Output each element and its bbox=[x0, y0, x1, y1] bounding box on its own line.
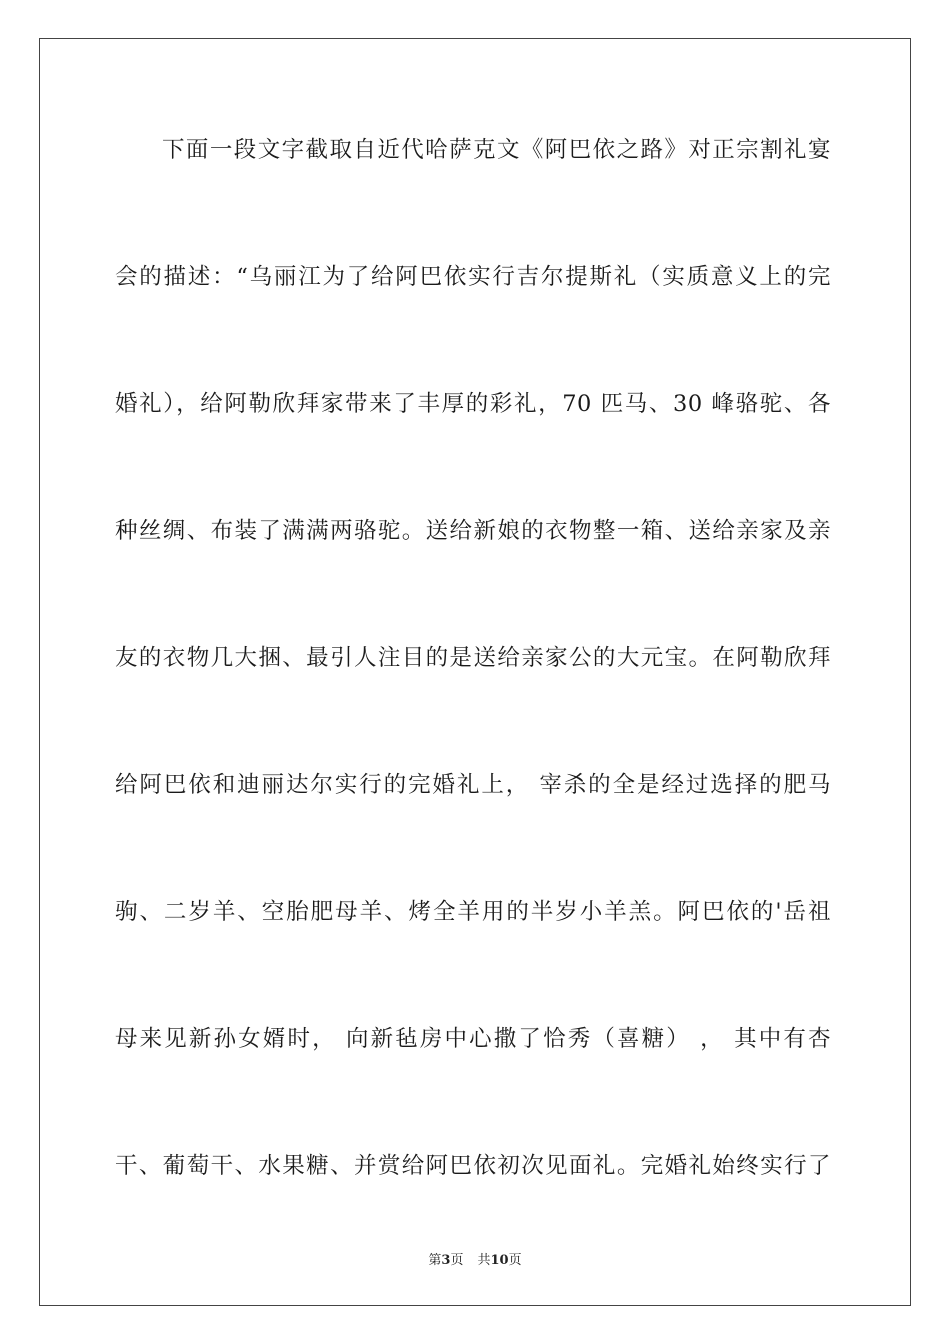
body-paragraph bbox=[115, 125, 831, 1268]
page-suffix: 页 bbox=[450, 1253, 464, 1268]
total-page-number: 10 bbox=[490, 1253, 509, 1268]
total-prefix: 共 bbox=[477, 1253, 491, 1268]
page-footer bbox=[0, 1249, 950, 1268]
text-line: 干、葡萄干、水果糖、并赏给阿巴依初次见面礼。完婚礼始终实行了 bbox=[115, 1153, 831, 1179]
text-line: 给阿巴依和迪丽达尔实行的完婚礼上， 宰杀的全是经过选择的肥马 bbox=[115, 772, 831, 798]
text-line: 婚礼），给阿勒欣拜家带来了丰厚的彩礼，70 匹马、30 峰骆驼、各 bbox=[115, 391, 831, 417]
text-line: 驹、二岁羊、空胎肥母羊、烤全羊用的半岁小羊羔。阿巴依的'岳祖 bbox=[115, 899, 831, 925]
text-line: 种丝绸、布装了满满两骆驼。送给新娘的衣物整一箱、送给亲家及亲 bbox=[115, 518, 831, 544]
page-prefix: 第 bbox=[428, 1253, 442, 1268]
current-page-number: 3 bbox=[441, 1253, 451, 1268]
text-line: 母来见新孙女婿时， 向新毡房中心撒了恰秀（喜糖） ， 其中有杏 bbox=[115, 1026, 831, 1052]
text-line: 友的衣物几大捆、最引人注目的是送给亲家公的大元宝。在阿勒欣拜 bbox=[115, 645, 831, 671]
text-line: 下面一段文字截取自近代哈萨克文《阿巴依之路》对正宗割礼宴 bbox=[162, 137, 831, 163]
text-line: 会的描述：“乌丽江为了给阿巴依实行吉尔提斯礼（实质意义上的完 bbox=[115, 264, 831, 290]
total-suffix: 页 bbox=[508, 1253, 522, 1268]
